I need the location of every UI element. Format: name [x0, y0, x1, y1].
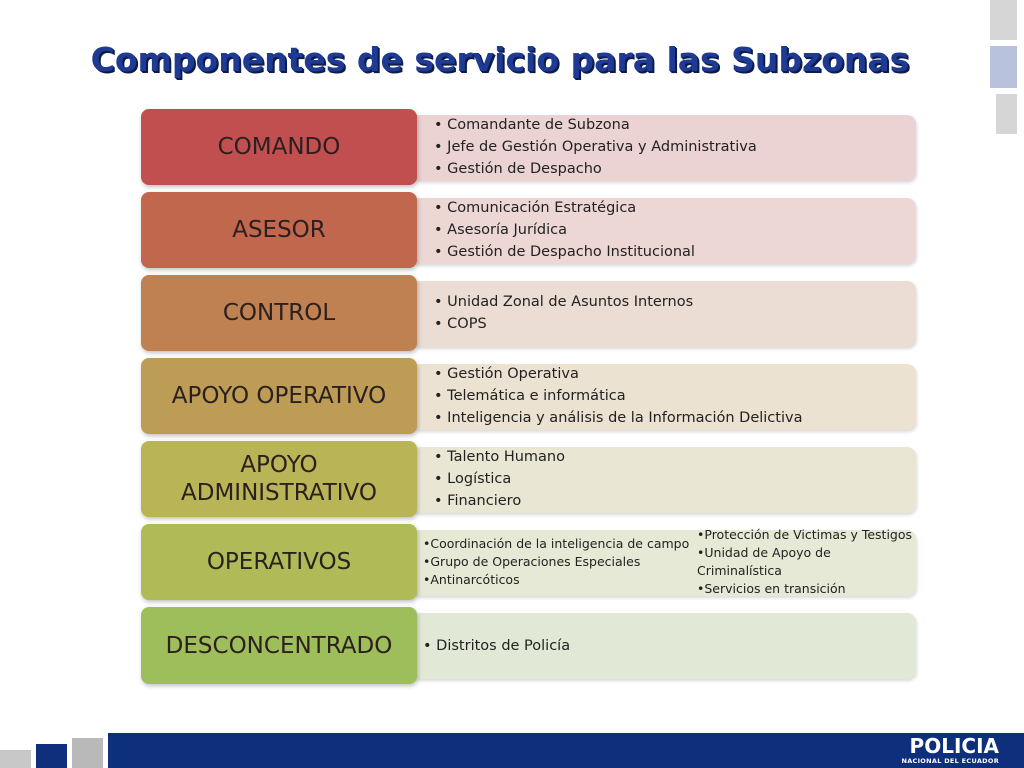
component-label-apoyo-administrativo — [141, 441, 417, 517]
brand-name: POLICIA — [909, 734, 999, 758]
component-item: • Gestión Operativa — [434, 363, 802, 385]
component-label-desconcentrado: DESCONCENTRADO — [141, 607, 417, 684]
component-item: • Antinarcóticos — [423, 571, 689, 589]
component-item: • Financiero — [434, 490, 565, 512]
footer-bar — [108, 733, 1024, 768]
component-label-control: CONTROL — [141, 275, 417, 351]
decor-footer-square-1 — [0, 750, 31, 768]
component-label-line: APOYO — [240, 452, 318, 478]
component-items — [434, 441, 565, 517]
component-items-left — [423, 524, 689, 600]
component-label-apoyo-operativo: APOYO OPERATIVO — [141, 358, 417, 434]
page-title: Componentes de servicio para las Subzonas — [90, 40, 910, 79]
decor-square-bottom — [996, 94, 1017, 134]
component-row-control — [141, 275, 916, 351]
component-item: • COPS — [434, 313, 693, 335]
component-label-line: ADMINISTRATIVO — [181, 480, 377, 506]
component-item: • Comandante de Subzona — [434, 114, 757, 136]
component-items — [434, 192, 695, 268]
component-row-desconcentrado — [141, 607, 916, 684]
component-row-apoyo-operativo — [141, 358, 916, 434]
component-items — [423, 607, 570, 684]
police-logo — [901, 735, 999, 765]
component-item: • Talento Humano — [434, 446, 565, 468]
component-item: • Asesoría Jurídica — [434, 219, 695, 241]
component-row-apoyo-administrativo — [141, 441, 916, 517]
component-row-asesor — [141, 192, 916, 268]
component-item: • Protección de Victimas y Testigos — [697, 526, 916, 544]
component-items-right — [697, 524, 916, 600]
component-item: • Comunicación Estratégica — [434, 197, 695, 219]
component-item: • Jefe de Gestión Operativa y Administrativa — [434, 136, 757, 158]
component-label-comando: COMANDO — [141, 109, 417, 185]
component-item: • Distritos de Policía — [423, 635, 570, 657]
component-item: • Grupo de Operaciones Especiales — [423, 553, 689, 571]
component-items — [434, 358, 802, 434]
component-item: • Logística — [434, 468, 565, 490]
decor-footer-square-2 — [36, 744, 67, 768]
component-row-comando — [141, 109, 916, 185]
component-item: • Gestión de Despacho — [434, 158, 757, 180]
component-item: • Gestión de Despacho Institucional — [434, 241, 695, 263]
component-item: • Coordinación de la inteligencia de campo — [423, 535, 689, 553]
component-item: • Telemática e informática — [434, 385, 802, 407]
component-item: • Servicios en transición — [697, 580, 916, 598]
component-row-operativos — [141, 524, 916, 600]
component-items — [434, 275, 693, 351]
component-item: • Unidad Zonal de Asuntos Internos — [434, 291, 693, 313]
component-label-asesor: ASESOR — [141, 192, 417, 268]
component-label-operativos: OPERATIVOS — [141, 524, 417, 600]
brand-subtitle: NACIONAL DEL ECUADOR — [901, 757, 999, 765]
decor-footer-square-3 — [72, 738, 103, 768]
component-items — [434, 109, 757, 185]
decor-square-top — [990, 0, 1017, 40]
component-item: • Inteligencia y análisis de la Información Delictiva — [434, 407, 802, 429]
component-item: • Unidad de Apoyo de Criminalística — [697, 544, 916, 580]
